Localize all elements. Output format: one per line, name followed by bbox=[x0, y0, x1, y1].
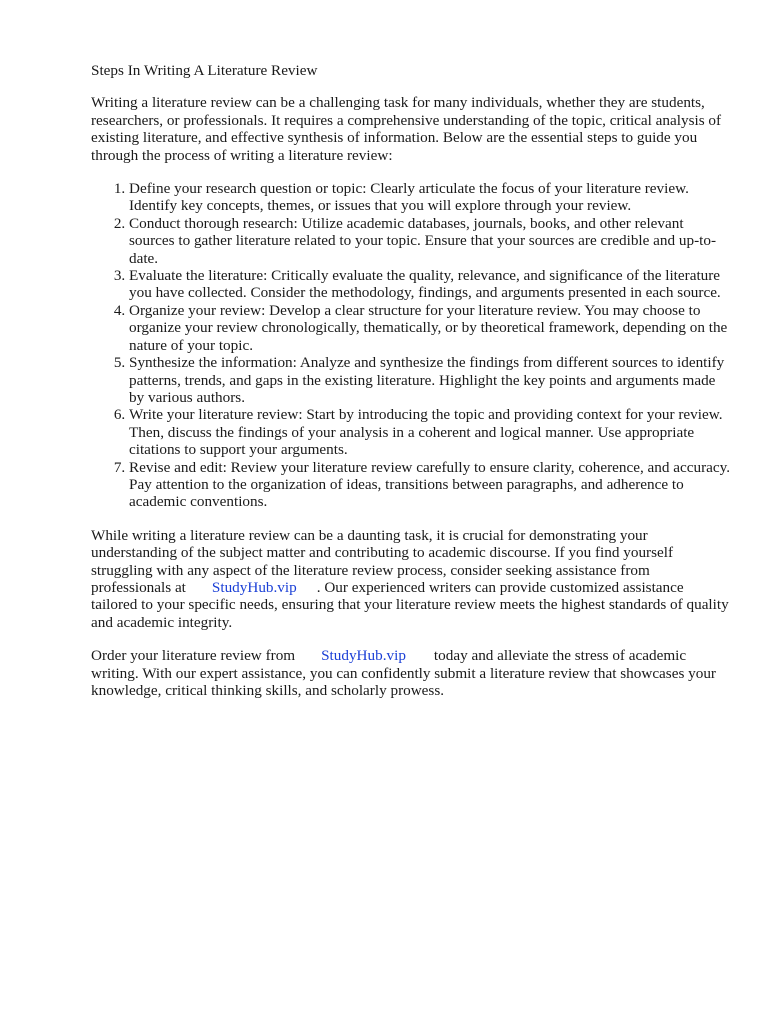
step-text: Synthesize the information: Analyze and synthesize the findings from different sources to identify patterns, trends, and gaps in the existing literature. Highlight the key points and arguments made by various authors. bbox=[129, 354, 725, 406]
closing-text-before: While writing a literature review can be a daunting task, it is crucial for demonstrating your understanding of the subject matter and contributing to academic discourse. If you find yourself struggling with any aspect of the literature review process, consider seeking assistance from professionals at bbox=[91, 526, 674, 596]
step-text: Write your literature review: Start by introducing the topic and providing context for your review. Then, discuss the findings of your analysis in a coherent and logical manner. Use appropriate citations to support your arguments. bbox=[129, 406, 723, 459]
closing-paragraph bbox=[91, 527, 731, 631]
studyhub-link[interactable]: StudyHub.vip bbox=[211, 578, 297, 596]
steps-list bbox=[91, 180, 731, 511]
order-paragraph bbox=[91, 647, 731, 699]
step-text: Organize your review: Develop a clear structure for your literature review. You may choose to organize your review chronologically, thematically, or by theoretical framework, depending on the nature of your topic. bbox=[129, 301, 728, 354]
step-text: Evaluate the literature: Critically evaluate the quality, relevance, and significance of the literature you have collected. Consider the methodology, findings, and arguments presented in each source. bbox=[129, 267, 721, 302]
studyhub-order-link[interactable]: StudyHub.vip bbox=[321, 647, 406, 665]
list-item bbox=[129, 215, 731, 267]
document-page bbox=[91, 62, 731, 699]
list-item bbox=[129, 354, 731, 406]
list-item bbox=[129, 406, 731, 458]
page-title: Steps In Writing A Literature Review bbox=[91, 62, 318, 79]
list-item bbox=[129, 302, 731, 354]
order-text-before: Order your literature review from bbox=[91, 647, 296, 665]
step-text: Conduct thorough research: Utilize academic databases, journals, books, and other relevant sources to gather literature related to your topic. Ensure that your sources are credible and up-to-date. bbox=[129, 214, 717, 267]
intro-paragraph: Writing a literature review can be a challenging task for many individuals, whether they are students, researchers, or professionals. It requires a comprehensive understanding of the topic, critical analysis of existing literature, and effective synthesis of information. Below are the essential steps to guide you through the process of writing a literature review: bbox=[91, 94, 722, 164]
step-text: Define your research question or topic: Clearly articulate the focus of your literature review. Identify key concepts, themes, or issues that you will explore through your review. bbox=[129, 180, 689, 215]
list-item bbox=[129, 180, 731, 215]
order-text-after: today and alleviate the stress of academic writing. With our expert assistance, you can confidently submit a literature review that showcases your knowledge, critical thinking skills, and scholarly prowess. bbox=[91, 647, 716, 699]
list-item bbox=[129, 267, 731, 302]
closing-text-after: . Our experienced writers can provide customized assistance tailored to your specific needs, ensuring that your literature review meets the highest standards of quality and academic integrity. bbox=[91, 578, 729, 631]
step-text: Revise and edit: Review your literature review carefully to ensure clarity, coherence, and accuracy. Pay attention to the organization of ideas, transitions between paragraphs, and adherence to academic conventions. bbox=[129, 458, 731, 511]
list-item bbox=[129, 459, 731, 511]
